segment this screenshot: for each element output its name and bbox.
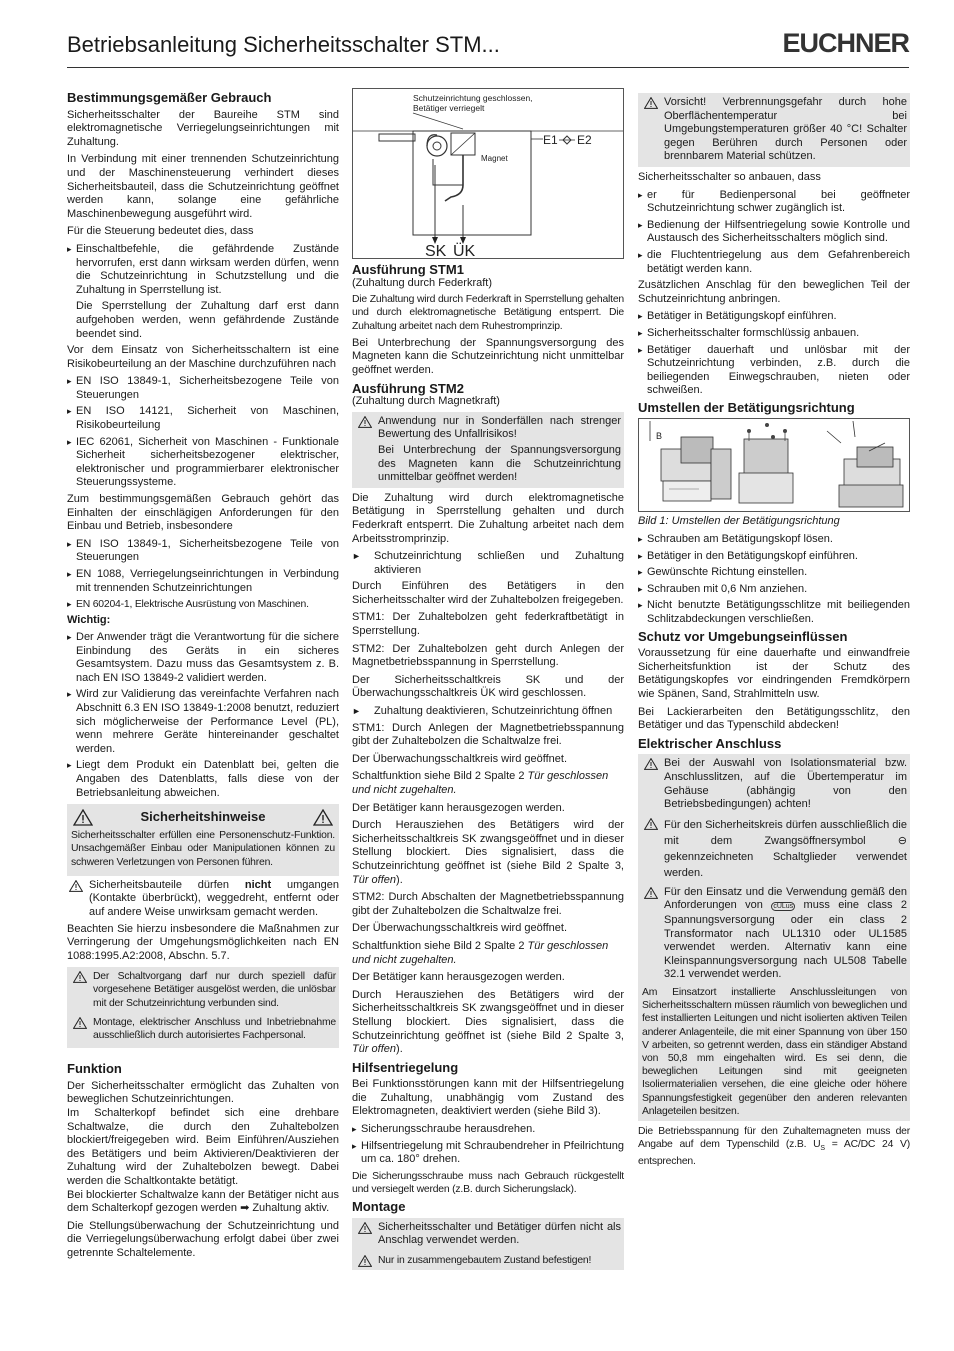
warning-text: Montage, elektrischer Anschluss und Inbetriebnahme ausschließlich durch autorisiertes Fachpersonal. xyxy=(93,1016,336,1042)
paragraph: Die Zuhaltung wird durch Federkraft in Sperrstellung gehalten und durch elektromagnetische Betätigung entsperrt. Die Zuhaltung arbeitet nach dem Ruhestromprinzip. xyxy=(352,294,624,332)
paragraph: Bei Lackierarbeiten den Betätigungsschlitz, den Betätiger und das Typenschild abdecken! xyxy=(638,705,910,732)
subtitle: (Zuhaltung durch Federkraft) xyxy=(352,276,493,289)
warning-icon xyxy=(644,887,658,899)
paragraph: Der Überwachungsschaltkreis wird geöffnet. xyxy=(352,922,568,935)
warning-icon xyxy=(358,1255,372,1267)
switch-drawing-3 xyxy=(827,421,903,507)
paragraph: Bei Funktionsstörungen kann mit der Hilfsentriegelung die Zuhaltung, unabhängig vom Zustand des Elektromagneten, deaktiviert werden (siehe Bild 3). xyxy=(352,1078,624,1118)
paragraph: Schaltfunktion siehe Bild 2 Spalte 2 Tür geschlossen und nicht zugehalten. xyxy=(352,939,609,966)
switch-drawing-1 xyxy=(661,437,731,501)
paragraph: Bei blockierter Schaltwalze kann der Betätiger nicht aus dem Schalterkopf gezogen werden ➡ Zuhaltung aktiv. xyxy=(67,1188,339,1215)
paragraph: Der Sicherheitsschalter ermöglicht das Zuhalten von beweglichen Schutzeinrichtungen. xyxy=(67,1079,339,1106)
paragraph: Im Schalterkopf befindet sich eine drehbare Schaltwalze, die durch den Zuhaltebolzen blockiert/freigegeben wird. Beim Einführen/Ausziehen des Betätigers und beim Aktivieren/Deaktivieren der Zuhaltung wird der Zuhaltebolzen bewegt. Dabei werden die Schaltkontakte betätigt. xyxy=(67,1107,339,1188)
bullet-item: ▸ Betätiger dauerhaft und unlösbar mit der Schutzeinrichtung verbinden, z.B. durch die beiliegenden Einwegschrauben, nieten oder schweißen. xyxy=(638,344,910,398)
paragraph: Sicherheitsschalter erfüllen eine Personenschutz-Funktion. Unsachgemäßer Einbau oder Manipulationen können zu schweren Verletzungen von Personen führen. xyxy=(71,830,335,868)
paragraph: Sicherheitsschalter der Baureihe STM sind elektromagnetische Verriegelungseinrichtungen mit Zuhaltung. xyxy=(67,108,339,148)
warning-text: Vorsicht! Verbrennungsgefahr durch hohe Oberflächentemperatur bei Umgebungstemperaturen größer 40 °C! Schalter gegen Berühren durch Personen oder brennbarem Material schützen. xyxy=(664,96,907,163)
bullet-item: ▸ IEC 62061, Sicherheit von Maschinen - Funktionale Sicherheit sicherheitsbezogener elektrischer, elektronischer und programmierbarer elektronischer Steuerungssysteme. xyxy=(67,436,339,490)
warning-icon xyxy=(358,416,372,428)
figure-label-b: B xyxy=(656,431,663,442)
paragraph: Am Einsatzort installierte Anschlussleitungen von Sicherheitsschaltern müssen räumlich von beweglichen und fest installierten Leitungen und nicht isolierten aktiven Teilen anderer Anlagenteile, die mit einer Spannung von über 150 V arbeiten, so getrennt werden, dass ein ständiger Abstand von 50,8 mm eingehalten wird. Es sei denn, die beweglichen Leitungen sind mit geeigneten Isoliermaterialien versehen, die eine gleiche oder höhere Spannungsfestigkeit gegenüber den anderen relevanten Anlageteilen besitzen. xyxy=(642,986,907,1117)
warning-icon xyxy=(644,758,658,770)
paragraph: In Verbindung mit einer trennenden Schutzeinrichtung und der Maschinensteuerung verhindert dieses Sicherheitsbauteil, dass die Schutzeinrichtung geöffnet werden kann, solange eine gefährliche Maschinenbewegung ausgeführt wird. xyxy=(67,153,339,220)
paragraph: Die Betriebsspannung für den Zuhaltemagneten muss der Angabe auf dem Typenschild (z.B. $U_S = AC/DC$ 24 V) entsprechen. xyxy=(638,1125,910,1168)
paragraph: STM1: Durch Anlegen der Magnetbetriebsspannung gibt der Zuhaltebolzen die Schaltwalze frei. xyxy=(352,721,624,748)
paragraph: Durch Herausziehen des Betätigers wird der Sicherheitsschaltkreis SK zwangsgeöffnet und in dieser Stellung blockiert. Dies signalisiert, dass die Schutzeinrichtung geöffnet ist (siehe Bild 2 Spalte 3, Tür offen). xyxy=(352,988,624,1056)
paragraph: Sicherheitsschalter so anbauen, dass xyxy=(638,170,821,183)
bullet-item: ▸ EN ISO 13849-1, Sicherheitsbezogene Teile von Steuerungen xyxy=(67,375,339,402)
paragraph: Beachten Sie hierzu insbesondere die Maßnahmen zur Verringerung der Umgehungsmöglichkeiten nach EN 1088:1995.A2:2008, Abschn. 5.7. xyxy=(67,922,339,962)
paragraph: Für die Steuerung bedeutet dies, dass xyxy=(67,225,254,238)
magnet-label: Magnet xyxy=(481,154,508,163)
bullet-item: ▸ er für Bedienpersonal bei geöffneter Schutzeinrichtung schwer zugänglich ist. xyxy=(638,189,910,216)
warning-note xyxy=(642,96,907,164)
heading-aux-release: Hilfsentriegelung xyxy=(352,1059,459,1075)
bullet-item: ▸ Einschaltbefehle, die gefährdende Zustände hervorrufen, erst dann wirksam werden dürfen, wenn die Schutzeinrichtung in Schutzstellung und die Zuhaltung in Sperrstellung ist. xyxy=(67,243,339,297)
play-arrow-icon: ► xyxy=(352,551,361,562)
bullet-item: ▸ Sicherheitsschalter formschlüssig anbauen. xyxy=(638,327,910,341)
bullet-item: ▸ Bedienung der Hilfsentriegelung sowie Kontrolle und Austausch des Sicherheitsschalters möglich sind. xyxy=(638,219,910,246)
bullet-item: ▸ Gewünschte Richtung einstellen. xyxy=(638,566,910,580)
heading-mounting: Montage xyxy=(352,1199,406,1215)
ul-mark-icon: cULus xyxy=(773,903,794,911)
paragraph: Die Zuhaltung wird durch elektromagnetische Betätigung in Sperrstellung gehalten und durch Federkraft entsperrt. Die Zuhaltung arbeitet nach dem Arbeitsstromprinzip. xyxy=(352,491,624,545)
warning-box xyxy=(638,93,910,167)
bullet-item: ▸ EN 60204-1, Elektrische Ausrüstung von Maschinen. xyxy=(67,598,339,611)
safety-notes-header xyxy=(71,807,335,829)
switch-drawing-2 xyxy=(739,423,793,503)
paragraph: Der Überwachungsschaltkreis wird geöffnet. xyxy=(352,752,568,765)
diagram-label: Schutzeinrichtung geschlossen, xyxy=(413,93,533,103)
column-3 xyxy=(638,88,910,1173)
warning-box xyxy=(352,412,624,488)
warning-text: Bei der Auswahl von Isolationsmaterial bzw. Anschlusslitzen, auf die Übertemperatur im Gehäuse (abhängig von den Betriebsbedingungen) achten! xyxy=(664,757,907,811)
paragraph: Der Betätiger kann herausgezogen werden. xyxy=(352,801,565,814)
warning-icon xyxy=(73,809,93,826)
e1-label: E1 xyxy=(543,133,558,147)
column-2 xyxy=(352,88,624,1274)
sk-label: SK xyxy=(425,243,447,258)
paragraph: Schaltfunktion siehe Bild 2 Spalte 2 Tür geschlossen und nicht zugehalten. xyxy=(352,770,609,797)
warning-text: Sicherheitsschalter und Betätiger dürfen nicht als Anschlag verwendet werden. xyxy=(378,1220,621,1247)
warning-text: Bei Unterbrechung der Spannungsversorgung des Magneten kann die Schutzeinrichtung unmittelbar geöffnet werden! xyxy=(378,443,621,484)
safety-notes-title: Sicherheitshinweise xyxy=(140,809,266,825)
positive-break-symbol-icon: ⊖ xyxy=(897,834,907,847)
safety-notes-box xyxy=(67,804,339,876)
e2-label: E2 xyxy=(577,133,592,147)
heading-change-direction: Umstellen der Betätigungsrichtung xyxy=(638,399,855,415)
paragraph: Der Sicherheitsschaltkreis SK und der Überwachungsschaltkreis ÜK wird geschlossen. xyxy=(352,673,624,700)
paragraph: Der Betätiger kann herausgezogen werden. xyxy=(352,971,565,984)
paragraph: STM2: Der Zuhaltebolzen geht durch Anlegen der Magnetbetriebsspannung in Sperrstellung. xyxy=(352,642,624,669)
warning-box xyxy=(638,754,910,1121)
paragraph: Voraussetzung für eine dauerhafte und einwandfreie Sicherheitsfunktion ist der Schutz des Betätigungskopfes vor eindringenden Fremdkörpern wie Spänen, Sand, Strahlmitteln usw. xyxy=(638,647,910,700)
arrow-icon: ➡ xyxy=(240,1202,250,1215)
warning-note xyxy=(67,879,339,920)
bullet-item: ▸ EN 1088, Verriegelungseinrichtungen in Verbindung mit trennenden Schutzeinrichtungen xyxy=(67,568,339,595)
warning-icon xyxy=(69,880,83,892)
subtitle: (Zuhaltung durch Magnetkraft) xyxy=(352,395,500,408)
bullet-item: ▸ EN ISO 14121, Sicherheit von Maschinen, Risikobeurteilung xyxy=(67,405,339,432)
switch-roller xyxy=(427,136,447,156)
warning-text: Sicherheitsbauteile dürfen xyxy=(89,878,245,891)
heading-stm2: Ausführung STM2 xyxy=(352,380,464,396)
actuator xyxy=(379,134,415,141)
heading-environmental-protection: Schutz vor Umgebungseinflüssen xyxy=(638,628,848,644)
switch-diagram xyxy=(352,88,624,259)
paragraph: Vor dem Einsatz von Sicherheitsschaltern ist eine Risikobeurteilung an der Maschine durchzuführen nach xyxy=(67,344,339,370)
warning-note xyxy=(71,970,336,1010)
warning-text: Der Schaltvorgang darf nur durch speziell dafür vorgesehene Betätiger ausgelöst werden, die unlösbar mit der Schutzeinrichtung verbunden sind. xyxy=(93,971,336,1009)
warning-note: Für den Einsatz und die Verwendung gemäß den Anforderungen von cULus muss eine class 2 Spannungsversorgung oder ein class 2 Transformator nach UL1310 oder UL1585 verwendet werden. Alternativ kann eine Kleinspannungsversorgung nach UL508 Tabelle 32.1 verwendet werden. xyxy=(642,886,907,982)
warning-icon xyxy=(73,971,87,983)
paragraph: Zusätzlichen Anschlag für den beweglichen Teil der Schutzeinrichtung anbringen. xyxy=(638,279,910,305)
warning-box xyxy=(67,967,339,1048)
bullet-item: ▸ Liegt dem Produkt ein Datenblatt bei, gelten die Angaben des Datenblatts, falls diese von der Betriebsanleitung abweichen. xyxy=(67,759,339,800)
heading-function: Funktion xyxy=(67,1061,122,1077)
paragraph: STM1: Der Zuhaltebolzen geht federkraftbetätigt in Sperrstellung. xyxy=(352,611,624,638)
column-1 xyxy=(67,88,339,1265)
warning-text: Nur in zusammengebautem Zustand befestigen! xyxy=(378,1255,592,1267)
warning-text-bold: nicht xyxy=(244,878,272,891)
switch-diagram-graphic xyxy=(353,89,623,258)
uk-label: ÜK xyxy=(453,243,476,258)
warning-note: Für den Sicherheitskreis dürfen ausschließlich die mit dem Zwangsöffnersymbol ⊖ gekennzeichneten Schaltglieder verwendet werden. xyxy=(642,817,907,881)
action-step: ► Schutzeinrichtung schließen und Zuhaltung aktivieren xyxy=(352,550,624,576)
warning-box xyxy=(352,1218,624,1270)
warning-note xyxy=(356,415,621,442)
direction-change-graphic xyxy=(639,419,910,512)
paragraph: Bei Unterbrechung der Spannungsversorgung des Magneten kann die Schutzeinrichtung nicht unmittelbar geöffnet werden. xyxy=(352,336,624,376)
switch-housing xyxy=(413,131,531,235)
warning-icon xyxy=(644,97,658,109)
warning-icon xyxy=(358,1222,372,1234)
bullet-item: ▸ Betätiger in den Betätigungskopf einführen. xyxy=(638,550,910,564)
warning-text: Anwendung nur in Sonderfällen nach strenger Bewertung des Unfallrisikos! xyxy=(378,414,621,441)
warning-icon xyxy=(73,1017,87,1029)
play-arrow-icon: ► xyxy=(352,706,361,717)
page-header xyxy=(67,28,909,68)
bullet-item: ▸ Sicherungsschraube herausdrehen. xyxy=(352,1123,624,1137)
bullet-item: ▸ die Fluchtentriegelung aus dem Gefahrenbereich betätigt werden kann. xyxy=(638,249,910,276)
bullet-item: ▸ Nicht benutzte Betätigungsschlitze mit beiliegenden Schlitzabdeckungen verschließen. xyxy=(638,599,910,626)
heading-stm1: Ausführung STM1 xyxy=(352,262,464,277)
diagram-label: Betätiger verriegelt xyxy=(413,103,485,113)
paragraph: Die Sicherungsschraube muss nach Gebrauch rückgestellt und versiegelt werden (z.B. durch Sicherungslack). xyxy=(352,1170,624,1196)
bullet-item: ▸ Wird zur Validierung das vereinfachte Verfahren nach Abschnitt 6.3 EN ISO 13849-1:2008 benutzt, reduziert sich möglicherweise der Performance Level (PL), wenn mehrere Geräte hintereinander geschaltet werden. xyxy=(67,688,339,756)
direction-change-figure xyxy=(638,418,910,512)
important-label: Wichtig: xyxy=(67,614,111,627)
paragraph: Zum bestimmungsgemäßen Gebrauch gehört das Einhalten der einschlägigen Anforderungen für den Einbau und Betrieb, insbesondere xyxy=(67,493,339,533)
bullet-item: ▸ Schrauben am Betätigungskopf lösen. xyxy=(638,533,910,547)
bullet-continuation: Die Sperrstellung der Zuhaltung darf erst dann aufgehoben werden, wenn gefährdende Zustände beendet sind. xyxy=(76,300,339,340)
warning-note xyxy=(356,1254,621,1267)
paragraph: Durch Einführen des Betätigers in den Sicherheitsschalter wird der Zuhaltebolzen freigegeben. xyxy=(352,580,624,606)
warning-text: umgangen (Kontakte überbrückt), weggedreht, entfernt oder auf andere Weise unwirksam gemacht werden. xyxy=(89,878,340,918)
warning-icon xyxy=(313,809,333,826)
action-step: ► Zuhaltung deaktivieren, Schutzeinrichtung öffnen xyxy=(352,705,613,718)
paragraph: Durch Herausziehen des Betätigers wird der Sicherheitsschaltkreis SK zwangsgeöffnet und in dieser Stellung blockiert. Dies signalisiert, dass die Schutzeinrichtung geöffnet ist (siehe Bild 2 Spalte 3, Tür offen). xyxy=(352,819,624,886)
paragraph: STM2: Durch Abschalten der Magnetbetriebsspannung gibt der Zuhaltebolzen die Schaltwalze frei. xyxy=(352,891,624,917)
heading-electrical-connection: Elektrischer Anschluss xyxy=(638,735,782,751)
warning-note xyxy=(356,1221,621,1248)
bullet-item: ▸ Der Anwender trägt die Verantwortung für die sichere Einbindung des Geräts in ein sicheres Gesamtsystem. Dazu muss das Gesamtsystem z. B. nach EN ISO 13849-2 validiert werden. xyxy=(67,631,339,685)
paragraph: Die Stellungsüberwachung der Schutzeinrichtung und die Verriegelungsüberwachung erfolgt dabei über zwei getrennte Schaltelemente. xyxy=(67,1219,339,1260)
bullet-item: ▸ EN ISO 13849-1, Sicherheitsbezogene Teile von Steuerungen xyxy=(67,538,339,565)
heading-intended-use: Bestimmungsgemäßer Gebrauch xyxy=(67,90,272,105)
brand-logo: EUCHNER xyxy=(782,28,909,58)
bullet-item: ▸ Betätiger in Betätigungskopf einführen. xyxy=(638,310,910,324)
page-title: Betriebsanleitung Sicherheitsschalter STM... xyxy=(67,32,500,57)
bullet-item: ▸ Schrauben mit 0,6 Nm anziehen. xyxy=(638,583,910,597)
bullet-item: ▸ Hilfsentriegelung mit Schraubendreher in Pfeilrichtung um ca. 180° drehen. xyxy=(352,1140,624,1167)
figure-caption: Bild 1: Umstellen der Betätigungsrichtung xyxy=(638,515,840,528)
warning-note xyxy=(71,1016,336,1042)
warning-icon xyxy=(644,818,658,830)
warning-note xyxy=(642,757,907,811)
